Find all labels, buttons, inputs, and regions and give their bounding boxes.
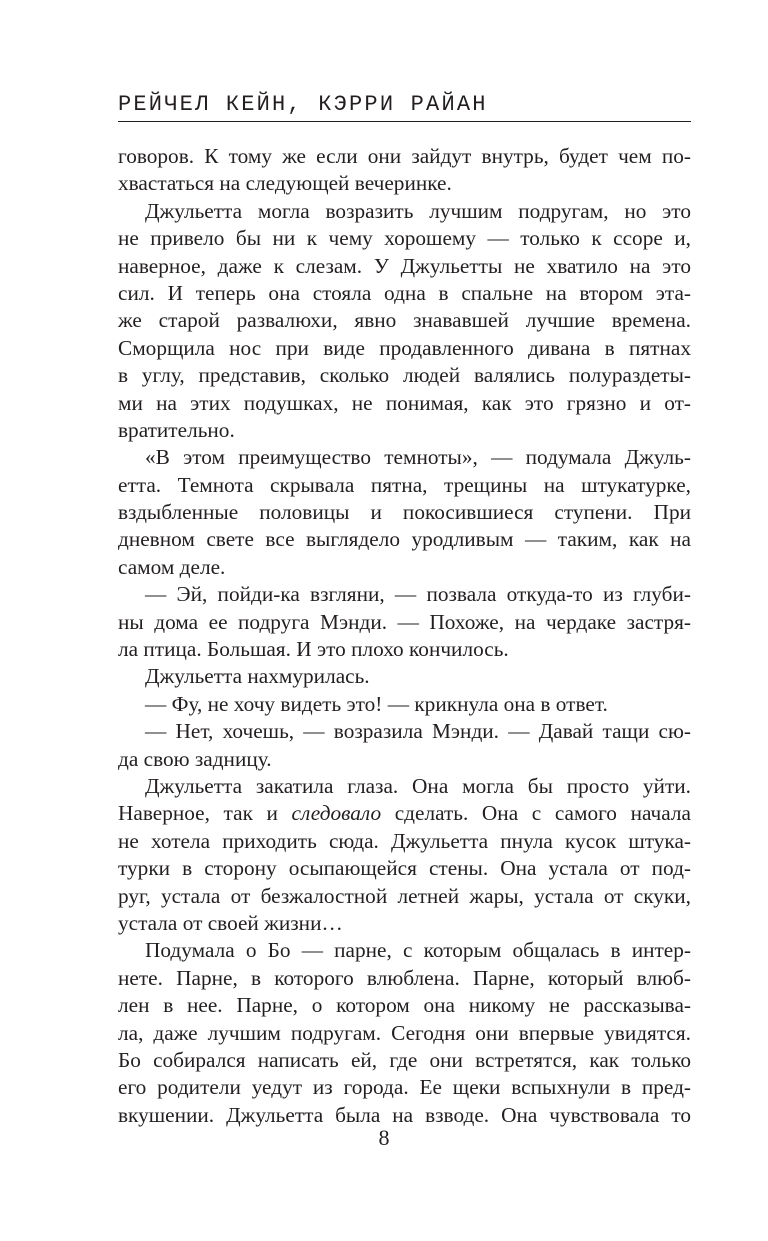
text-line: Джульетта могла возразить лучшим подругам, но это (145, 198, 691, 223)
text-line: ла птица. Большая. И это плохо кончилось. (118, 637, 509, 662)
text-line: дневном свете все выглядело уродливым — таким, как на (118, 527, 691, 552)
text-line: етта. Темнота скрывала пятна, трещины на штукатурке, (118, 472, 691, 497)
text-line: наверное, даже к слезам. У Джульетты не хватило на это (118, 253, 691, 278)
text-line: говоров. К тому же если они зайдут внутрь, будет чем по- (118, 144, 691, 168)
running-head: РЕЙЧЕЛ КЕЙН, КЭРРИ РАЙАН (118, 92, 691, 122)
text-line: «В этом преимущество темноты», — подумала Джуль- (145, 445, 691, 470)
text-line: Джульетта нахмурилась. (145, 664, 370, 689)
text-line: вратительно. (118, 417, 235, 442)
text-run: сделать. Она с самого начала (394, 801, 691, 826)
text-line: — Нет, хочешь, — возразила Мэнди. — Давай тащи сю- (145, 719, 691, 744)
text-line: вздыбленные половицы и покосившиеся ступени. При (118, 500, 691, 525)
text-line: руг, устала от безжалостной летней жары, устала от скуки, (118, 883, 691, 908)
text-line: не привело бы ни к чему хорошему — только к ссоре и, (118, 226, 691, 251)
text-line: Подумала о Бо — парне, с которым общалась в интер- (145, 938, 691, 963)
text-line: — Фу, не хочу видеть это! — крикнула она в ответ. (145, 691, 608, 716)
text-line: Бо собирался написать ей, где они встретятся, как только (118, 1047, 691, 1072)
text-line: нете. Парне, в которого влюблена. Парне, который влюб- (118, 965, 691, 990)
page-body (118, 143, 691, 1129)
text-line: да свою задницу. (118, 746, 272, 771)
text-line: турки в сторону осыпающейся стены. Она устала от под- (118, 856, 691, 881)
text-line: Сморщила нос при виде продавленного дивана в пятнах (118, 335, 691, 360)
text-line: устала от своей жизни… (118, 910, 343, 935)
text-line: Джульетта закатила глаза. Она могла бы просто уйти. (145, 773, 691, 798)
text-line: ми на этих подушках, не понимая, как это грязно и от- (118, 390, 691, 415)
italic-word: следовало (291, 801, 382, 826)
text-line-with-italic (118, 800, 691, 827)
text-line: ны дома ее подруга Мэнди. — Похоже, на чердаке застря- (118, 609, 691, 634)
text-line: хвастаться на следующей вечеринке. (118, 171, 452, 196)
text-run: Наверное, так и (118, 801, 278, 826)
text-line: не хотела приходить сюда. Джульетта пнула кусок штука- (118, 828, 691, 853)
text-line: вкушении. Джульетта была на взводе. Она чувствовала то (118, 1102, 691, 1127)
text-line: лен в нее. Парне, о котором она никому не рассказыва- (118, 993, 691, 1018)
text-line: самом деле. (118, 554, 226, 579)
text-line: же старой развалюхи, явно знававшей лучшие времена. (118, 308, 691, 333)
text-line: — Эй, пойди-ка взгляни, — позвала откуда-то из глуби- (145, 582, 691, 607)
text-line: в углу, представив, сколько людей валялись полураздеты- (118, 363, 691, 388)
text-line: сил. И теперь она стояла одна в спальне на втором эта- (118, 280, 691, 305)
text-line: ла, даже лучшим подругам. Сегодня они впервые увидятся. (118, 1020, 691, 1045)
page-number: 8 (378, 1125, 390, 1150)
text-line: его родители уедут из города. Ее щеки вспыхнули в пред- (118, 1075, 691, 1100)
